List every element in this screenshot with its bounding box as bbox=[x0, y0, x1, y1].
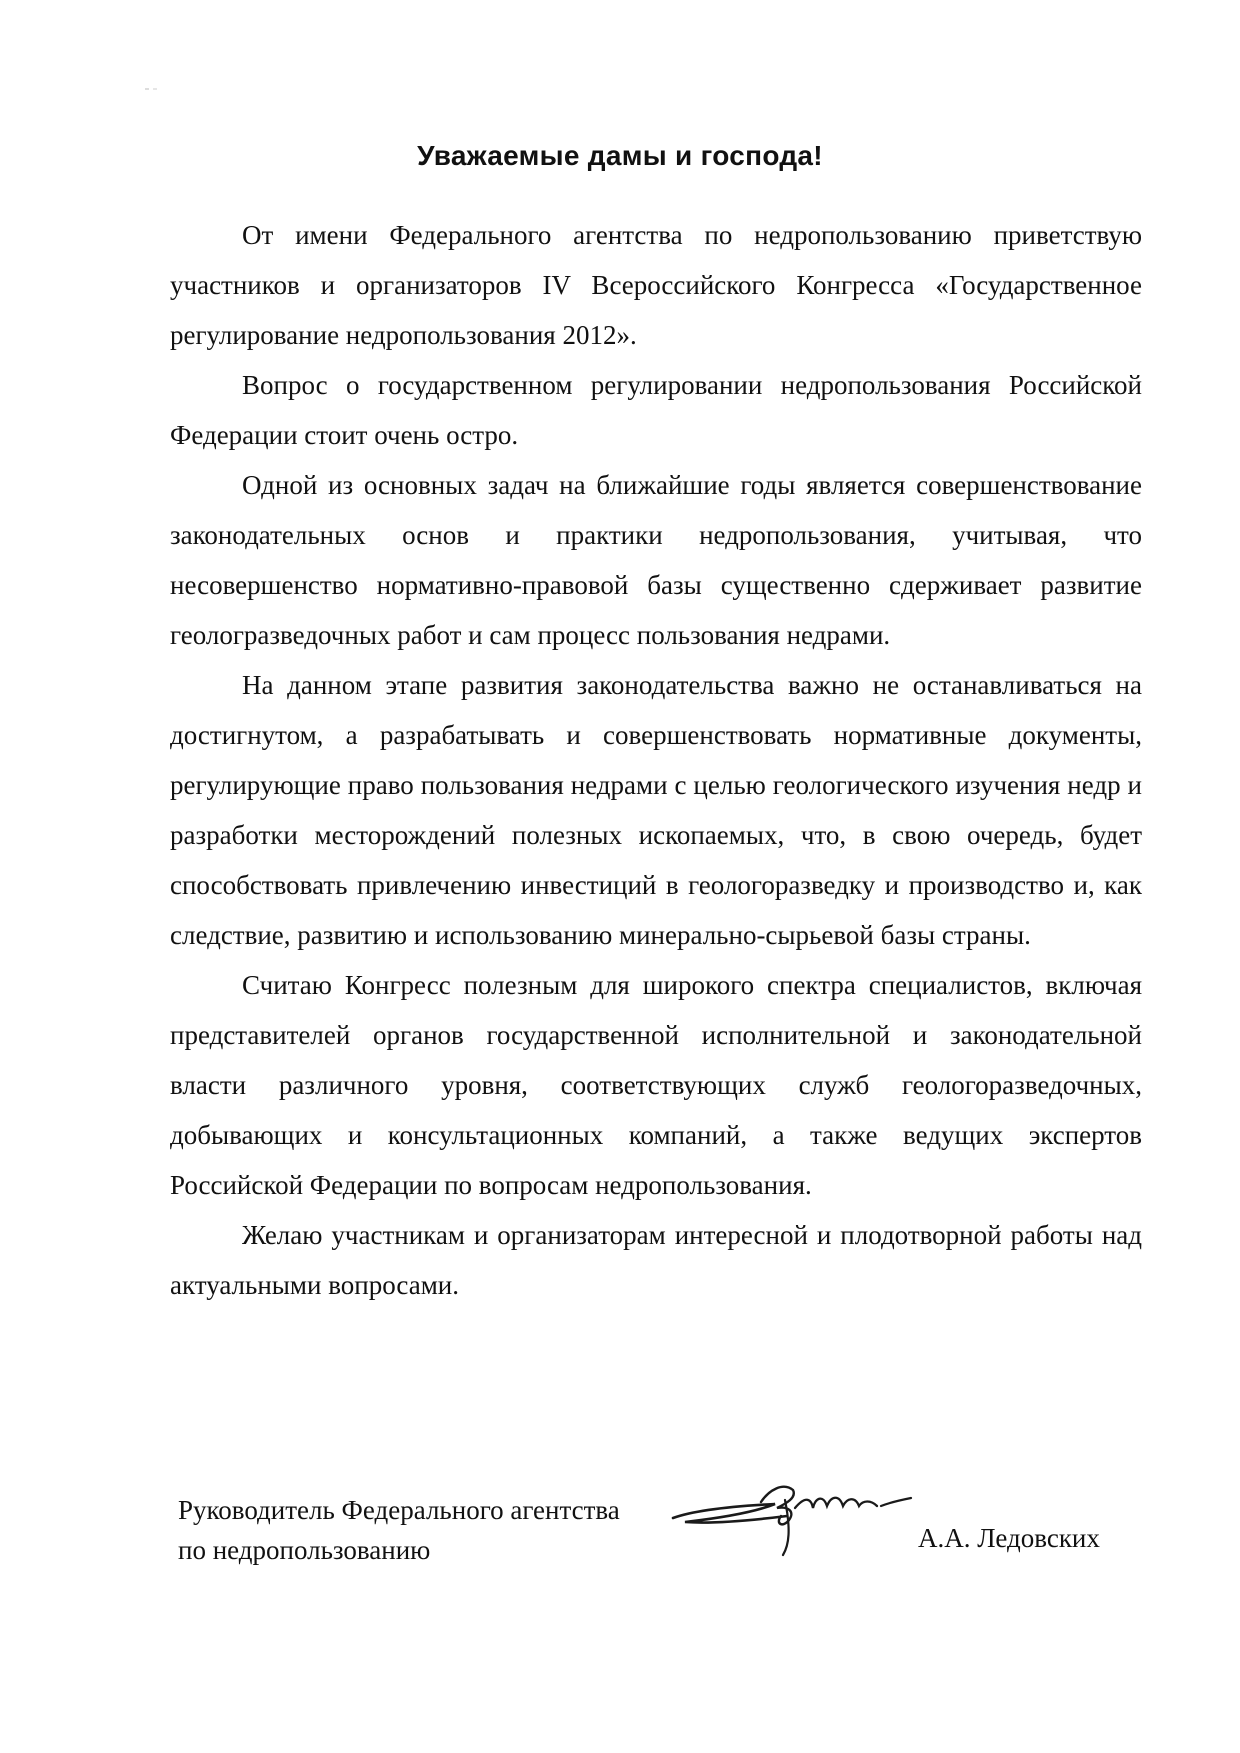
paragraph-tasks: Одной из основных задач на ближайшие годы является совершенствование законодательных основ и практики недропользования, учитывая, что несовершенство нормативно-правовой базы существенно сдерживает развитие геологразведочных работ и сам процесс пользования недрами. bbox=[170, 470, 1142, 650]
paragraph-wishes: Желаю участникам и организаторам интересной и плодотворной работы над актуальными вопросами. bbox=[170, 1220, 1142, 1300]
signatory-position bbox=[178, 1490, 620, 1570]
scan-artifact bbox=[145, 88, 159, 90]
letter-greeting-title: Уважаемые дамы и господа! bbox=[417, 140, 823, 171]
paragraph-greeting: От имени Федерального агентства по недропользованию приветствую участников и организаторов IV Всероссийского Конгресса «Государственное регулирование недропользования 2012». bbox=[170, 220, 1142, 350]
position-line-1: Руководитель Федерального агентства bbox=[178, 1495, 620, 1525]
position-line-2: по недропользованию bbox=[178, 1535, 431, 1565]
paragraph-issue: Вопрос о государственном регулировании недропользования Российской Федерации стоит очень остро. bbox=[170, 370, 1142, 450]
signatory-name: А.А. Ледовских bbox=[918, 1523, 1100, 1553]
paragraph-congress: Считаю Конгресс полезным для широкого спектра специалистов, включая представителей органов государственной исполнительной и законодательной власти различного уровня, соответствующих служб геологоразведочных, добывающих и консультационных компаний, а также ведущих экспертов Российской Федерации по вопросам недропользования. bbox=[170, 970, 1142, 1200]
paragraph-legislation: На данном этапе развития законодательства важно не останавливаться на достигнутом, а разрабатывать и совершенствовать нормативные документы, регулирующие право пользования недрами с целью геологического изучения недр и разработки месторождений полезных ископаемых, что, в свою очередь, будет способствовать привлечению инвестиций в геологоразведку и производство и, как следствие, развитию и использованию минерально-сырьевой базы страны. bbox=[170, 670, 1142, 950]
letter-body bbox=[170, 210, 1142, 1310]
